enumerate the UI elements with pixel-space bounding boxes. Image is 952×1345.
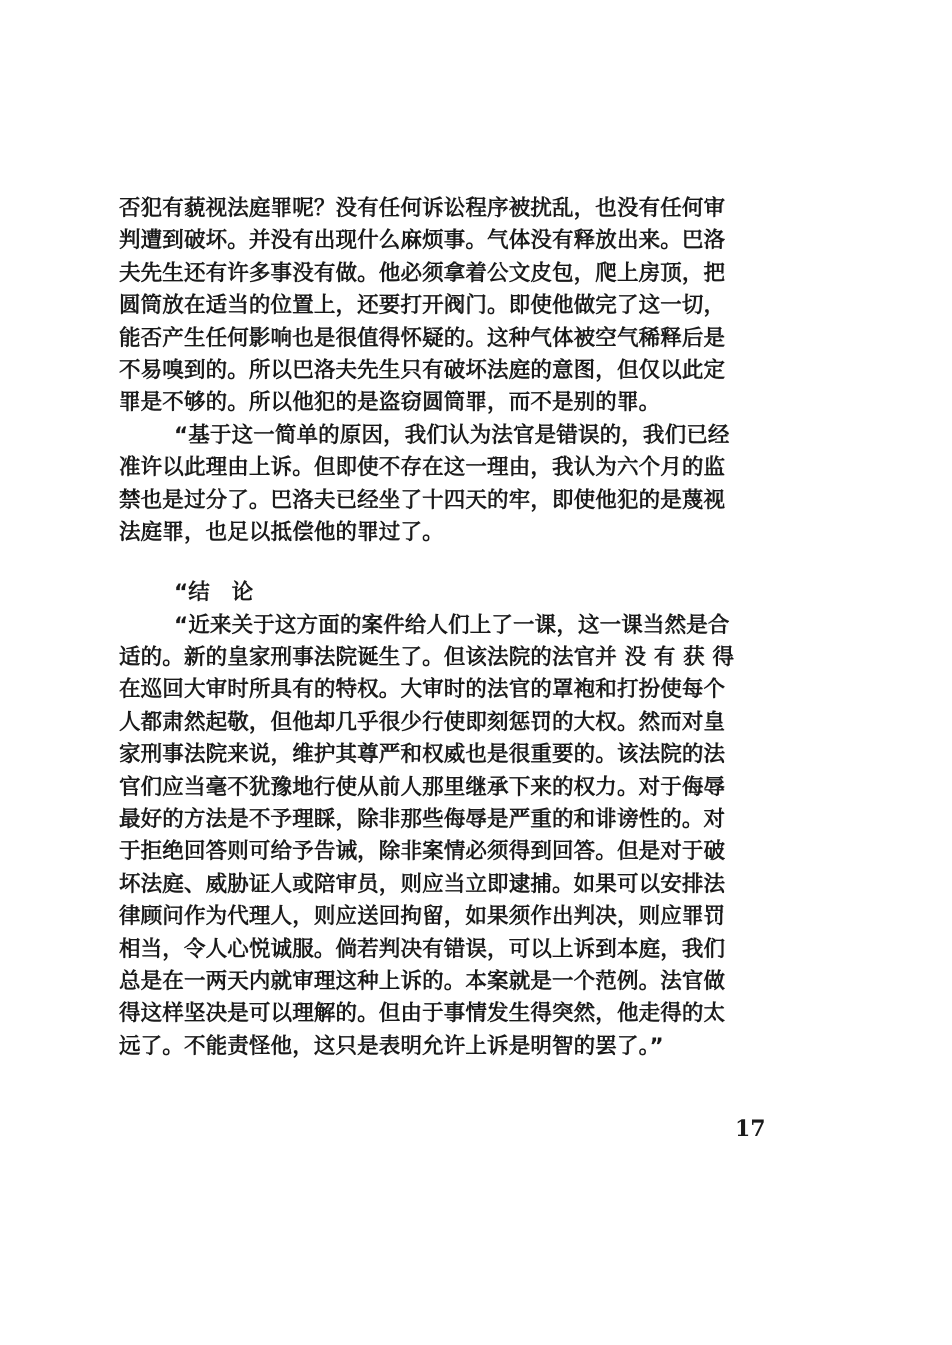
text-line: 得这样坚决是可以理解的。但由于事情发生得突然，他走得的太 [119, 1001, 726, 1027]
paragraph-2 [119, 420, 785, 550]
text-line: 圆筒放在适当的位置上，还要打开阀门。即使他做完了这一切， [119, 293, 726, 319]
text-line: 否犯有藐视法庭罪呢？没有任何诉讼程序被扰乱，也没有任何审 [119, 196, 726, 221]
conclusion-paragraph [119, 610, 785, 1063]
text-line: 相当，令人心悦诚服。倘若判决有错误，可以上诉到本庭，我们 [119, 936, 726, 962]
text-line: 律顾问作为代理人，则应送回拘留，如果须作出判决，则应罪罚 [119, 904, 726, 930]
text-line: 夫先生还有许多事没有做。他必须拿着公文皮包，爬上房顶，把 [119, 260, 726, 286]
text-line: 不易嗅到的。所以巴洛夫先生只有破坏法庭的意图，但仅以此定 [119, 357, 726, 383]
text-line: “近来关于这方面的案件给人们上了一课，这一课当然是合 [174, 612, 730, 638]
text-line: 能否产生任何影响也是很值得怀疑的。这种气体被空气稀释后是 [119, 325, 726, 351]
text-line: 于拒绝回答则可给予告诫，除非案情必须得到回答。但是对于破 [119, 839, 726, 865]
page-number: 17 [735, 1116, 766, 1142]
text-line: 判遭到破坏。并没有出现什么麻烦事。气体没有释放出来。巴洛 [119, 228, 726, 254]
text-line: 准许以此理由上诉。但即使不存在这一理由，我认为六个月的监 [119, 455, 726, 481]
section-heading: “结 论 [174, 580, 254, 606]
text-line: 坏法庭、威胁证人或陪审员，则应当立即逮捕。如果可以安排法 [119, 871, 726, 897]
paragraph-1 [119, 193, 785, 420]
text-line: 法庭罪，也足以抵偿他的罪过了。 [119, 519, 444, 545]
text-line: 总是在一两天内就审理这种上诉的。本案就是一个范例。法官做 [119, 968, 726, 994]
text-line: 禁也是过分了。巴洛夫已经坐了十四天的牢，即使他犯的是蔑视 [119, 487, 726, 513]
text-line: 适的。新的皇家刑事法院诞生了。但该法院的法官并 没 有 获 得 [119, 645, 735, 671]
section-spacer [119, 549, 785, 577]
body-text [119, 193, 785, 1063]
text-line: 官们应当毫不犹豫地行使从前人那里继承下来的权力。对于侮辱 [119, 774, 726, 800]
text-line: 人都肃然起敬，但他却几乎很少行使即刻惩罚的大权。然而对皇 [119, 709, 726, 735]
text-line: 远了。不能责怪他，这只是表明允许上诉是明智的罢了。” [119, 1033, 664, 1059]
text-line: 罪是不够的。所以他犯的是盗窃圆筒罪，而不是别的罪。 [119, 390, 661, 416]
text-line: “基于这一简单的原因，我们认为法官是错误的，我们已经 [174, 422, 730, 448]
text-line: 最好的方法是不予理睬，除非那些侮辱是严重的和诽谤性的。对 [119, 807, 726, 833]
text-line: 在巡回大审时所具有的特权。大审时的法官的罩袍和打扮使每个 [119, 677, 726, 703]
text-line: 家刑事法院来说，维护其尊严和权威也是很重要的。该法院的法 [119, 742, 726, 768]
